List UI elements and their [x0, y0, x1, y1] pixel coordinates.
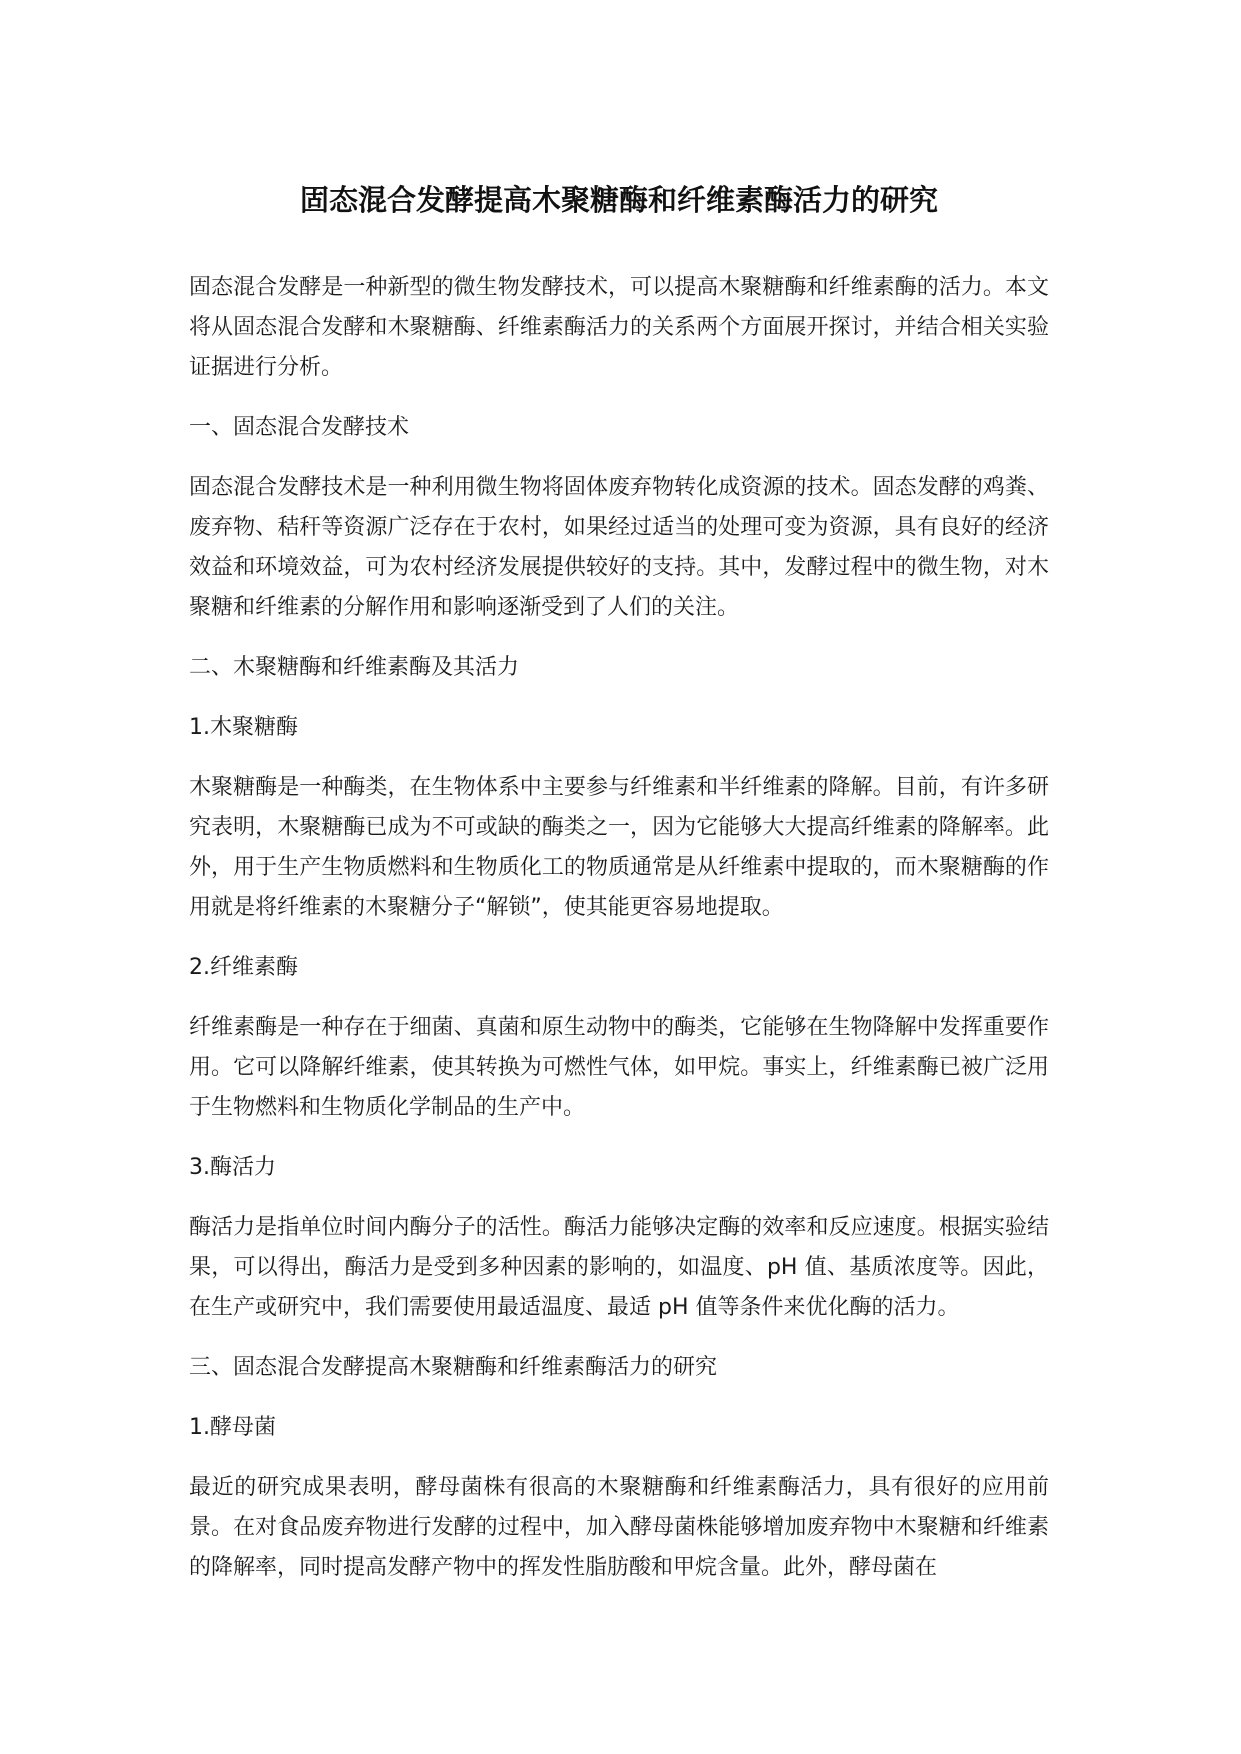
- section-heading-3: 三、固态混合发酵提高木聚糖酶和纤维素酶活力的研究: [189, 1355, 718, 1380]
- subsection-paragraph-yeast: 最近的研究成果表明，酵母菌株有很高的木聚糖酶和纤维素酶活力，具有很好的应用前景。在对食品废弃物进行发酵的过程中，加入酵母菌株能够增加废弃物中木聚糖和纤维素的降解率，同时提高发酵产物中的挥发性脂肪酸和甲烷含量。此外，酵母菌在: [189, 1475, 1049, 1580]
- document-title: 固态混合发酵提高木聚糖酶和纤维素酶活力的研究: [299, 183, 938, 217]
- subsection-paragraph-cellulase: 纤维素酶是一种存在于细菌、真菌和原生动物中的酶类，它能够在生物降解中发挥重要作用。它可以降解纤维素，使其转换为可燃性气体，如甲烷。事实上，纤维素酶已被广泛用于生物燃料和生物质化学制品的生产中。: [189, 1015, 1049, 1120]
- subsection-paragraph-xylanase: 木聚糖酶是一种酶类，在生物体系中主要参与纤维素和半纤维素的降解。目前，有许多研究表明，木聚糖酶已成为不可或缺的酶类之一，因为它能够大大提高纤维素的降解率。此外，用于生产生物质燃料和生物质化工的物质通常是从纤维素中提取的，而木聚糖酶的作用就是将纤维素的木聚糖分子“解锁”，使其能更容易地提取。: [189, 775, 1049, 920]
- intro-paragraph: 固态混合发酵是一种新型的微生物发酵技术，可以提高木聚糖酶和纤维素酶的活力。本文将从固态混合发酵和木聚糖酶、纤维素酶活力的关系两个方面展开探讨，并结合相关实验证据进行分析。: [189, 275, 1049, 380]
- subsection-paragraph-enzyme-activity: 酶活力是指单位时间内酶分子的活性。酶活力能够决定酶的效率和反应速度。根据实验结果，可以得出，酶活力是受到多种因素的影响的，如温度、pH 值、基质浓度等。因此，在生产或研究中，我们需要使用最适温度、最适 pH 值等条件来优化酶的活力。: [189, 1215, 1049, 1320]
- document-body: [189, 268, 1049, 1588]
- section-heading-1: 一、固态混合发酵技术: [189, 415, 410, 440]
- subsection-heading-cellulase: 2.纤维素酶: [189, 955, 298, 980]
- document-page: [189, 0, 1049, 1588]
- subsection-heading-yeast: 1.酵母菌: [189, 1415, 276, 1440]
- subsection-heading-enzyme-activity: 3.酶活力: [189, 1155, 276, 1180]
- subsection-heading-xylanase: 1.木聚糖酶: [189, 715, 298, 740]
- section-paragraph-1: 固态混合发酵技术是一种利用微生物将固体废弃物转化成资源的技术。固态发酵的鸡粪、废弃物、秸秆等资源广泛存在于农村，如果经过适当的处理可变为资源，具有良好的经济效益和环境效益，可为农村经济发展提供较好的支持。其中，发酵过程中的微生物，对木聚糖和纤维素的分解作用和影响逐渐受到了人们的关注。: [189, 475, 1049, 620]
- section-heading-2: 二、木聚糖酶和纤维素酶及其活力: [189, 655, 520, 680]
